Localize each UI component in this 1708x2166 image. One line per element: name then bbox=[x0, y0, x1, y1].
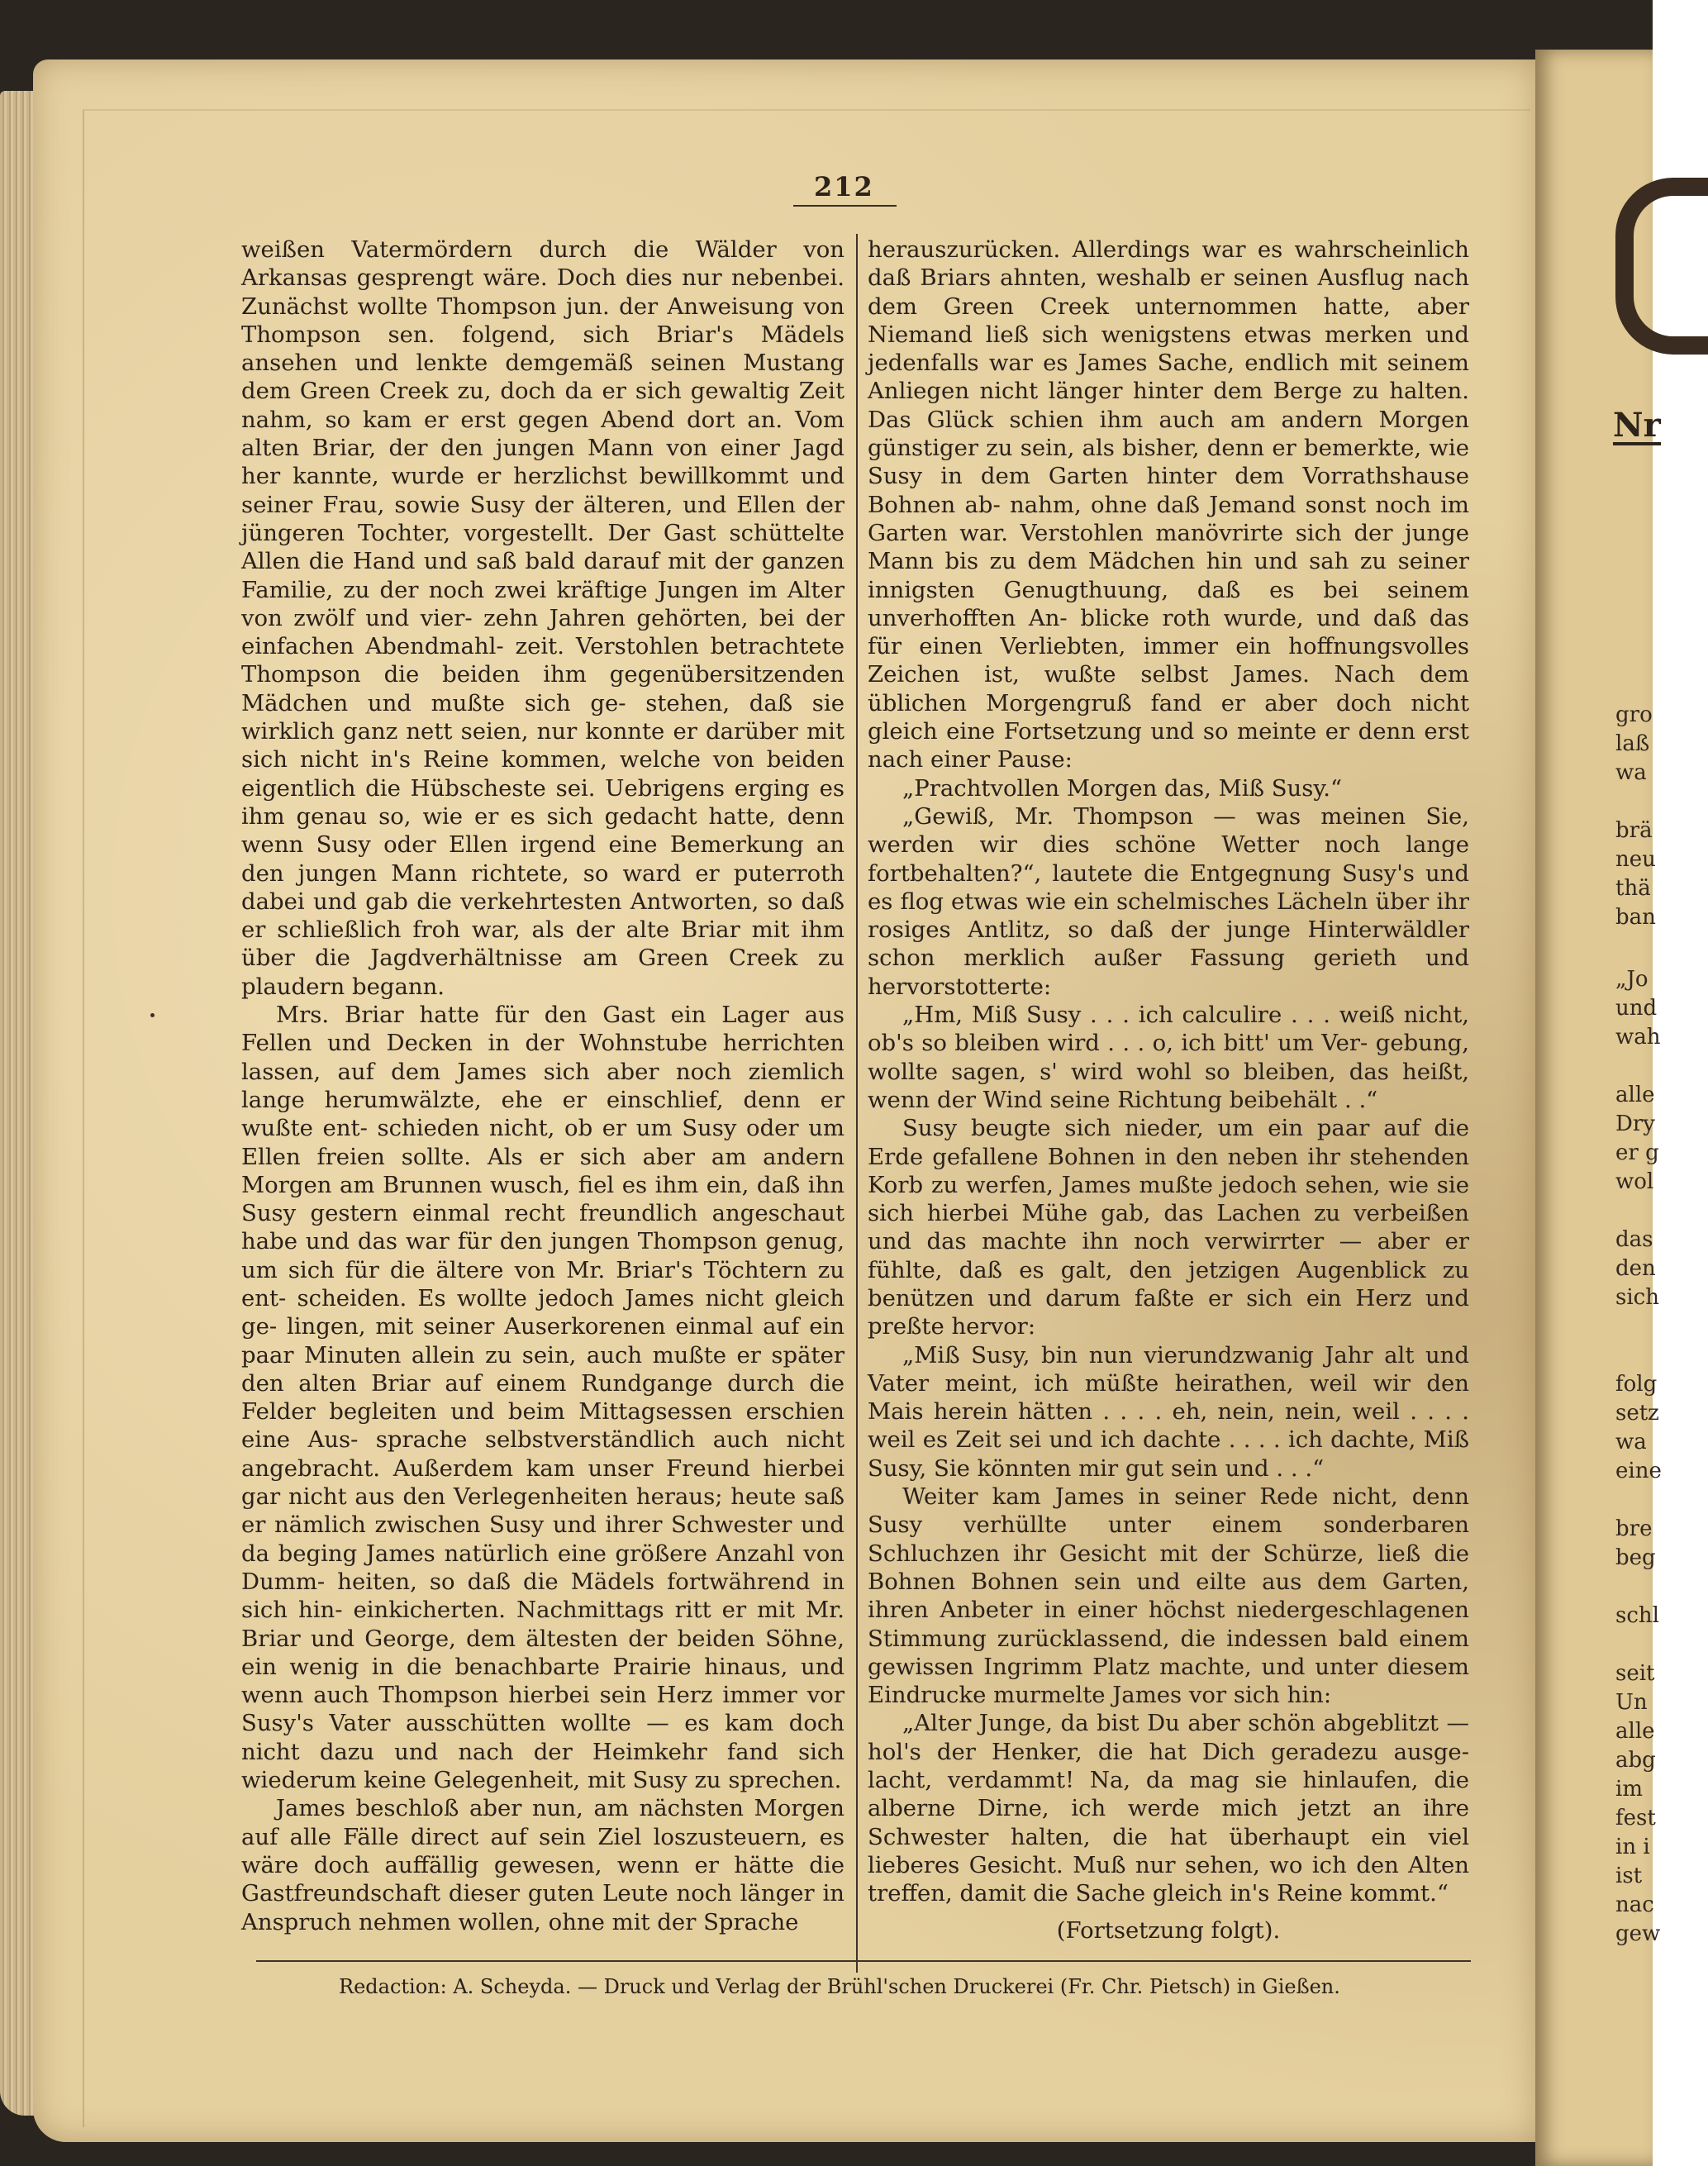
next-page-text-fragment: er g bbox=[1615, 1140, 1659, 1165]
imprint-line: Redaction: A. Scheyda. — Druck und Verlag der Brühl'schen Druckerei (Fr. Chr. Pietsch) in Gießen. bbox=[339, 1975, 1340, 1998]
next-page-text-fragment: alle bbox=[1615, 1083, 1655, 1107]
continuation-note: (Fortsetzung folgt). bbox=[1056, 1916, 1281, 1944]
next-page-text-fragment: eine bbox=[1615, 1459, 1662, 1483]
text-column-left bbox=[241, 236, 844, 1936]
next-page-large-initial bbox=[1615, 178, 1708, 355]
next-page-text-fragment: schl bbox=[1615, 1603, 1659, 1628]
footer-rule bbox=[256, 1960, 1471, 1962]
next-page-text-fragment: gro bbox=[1615, 702, 1653, 727]
paragraph: Weiter kam James in seiner Rede nicht, denn Susy verhüllte unter einem sonderbaren Schluchzen ihr Gesicht mit der Schürze, ließ die Bohnen Bohnen sein und eilte aus dem Garten, ihren Anbeter in einer höchst niedergeschlagenen Stimmung zurücklassend, die indessen bald einem gewissen Ingrimm Platz machte, und unter diesem Eindrucke murmelte James vor sich hin: bbox=[868, 1483, 1469, 1709]
column-divider bbox=[856, 234, 858, 1973]
page-number-rule bbox=[793, 205, 897, 207]
next-page-text-fragment: das bbox=[1615, 1227, 1653, 1252]
next-page-text-fragment: bre bbox=[1615, 1516, 1653, 1541]
page-number: 212 bbox=[814, 171, 874, 202]
paragraph: „Prachtvollen Morgen das, Miß Susy.“ bbox=[902, 774, 1343, 802]
next-page-text-fragment: gew bbox=[1615, 1921, 1661, 1946]
paragraph: Mrs. Briar hatte für den Gast ein Lager aus Fellen und Decken in der Wohnstube herrichten lassen, auf dem James sich aber noch ziemlich lange herumwälzte, ehe er einschlief, denn er wußte ent- schieden nicht, ob er um Susy oder um Ellen freien sollte. Als er sich aber am andern Morgen am Brunnen wusch, fiel es ihm ein, daß ihn Susy gestern einmal recht freundlich angeschaut habe und das war für den jungen Thompson genug, um sich für die ältere von Mr. Briar's Töchtern zu ent- scheiden. Es wollte jedoch James nicht gleich ge- lingen, mit seiner Auserkorenen einmal auf ein paar Minuten allein zu sein, auch mußte er später den alten Briar auf einem Rundgange durch die Felder begleiten und beim Mittagsessen erschien eine Aus- sprache selbstverständlich auch nicht angebracht. Außerdem kam unser Freund hierbei gar nicht aus den Verlegenheiten heraus; heute saß er nämlich zwischen Susy und ihrer Schwester und da beging James natürlich eine größere Anzahl von Dumm- heiten, so daß die Mädels fortwährend in sich hin- einkicherten. Nachmittags ritt er mit Mr. Briar und George, dem ältesten der beiden Söhne, ein wenig in die benachbarte Prairie hinaus, und wenn auch Thompson hierbei sein Herz immer vor Susy's Vater ausschütten wollte — es kam doch nicht dazu und nach der Heimkehr fand sich wiederum keine Gelegenheit, mit Susy zu sprechen. bbox=[241, 1002, 844, 1794]
paragraph: herauszurücken. Allerdings war es wahrscheinlich daß Briars ahnten, weshalb er seinen Ausflug nach dem Green Creek unternommen hatte, aber Niemand ließ sich wenigstens etwas merken und jedenfalls war es James Sache, endlich mit seinem Anliegen nicht länger hinter dem Berge zu halten. Das Glück schien ihm auch am andern Morgen günstiger zu sein, als bisher, denn er bemerkte, wie Susy in dem Garten hinter dem Vorrathshause Bohnen ab- nahm, ohne daß Jemand sonst noch im Garten war. Verstohlen manövrirte sich der junge Mann bis zu dem Mädchen hin und sah zu seiner innigsten Genugthuung, daß es bei seinem unverhofften An- blicke roth wurde, und daß das für einen Verliebten, immer ein hoffnungsvolles Zeichen ist, wußte selbst James. Nach dem üblichen Morgengruß fand er aber doch nicht gleich eine Fortsetzung und so meinte er denn erst nach einer Pause: bbox=[868, 236, 1469, 774]
next-page-text-fragment: Dry bbox=[1615, 1112, 1655, 1136]
next-page-text-fragment: laß bbox=[1615, 731, 1650, 756]
next-page-text-fragment: im bbox=[1615, 1777, 1643, 1802]
next-page-text-fragment: Un bbox=[1615, 1690, 1648, 1715]
next-page-text-fragment: seit bbox=[1615, 1661, 1655, 1686]
next-page-text-fragment: brä bbox=[1615, 818, 1653, 843]
paragraph: „Hm, Miß Susy . . . ich calculire . . . weiß nicht, ob's so bleiben wird . . . o, ich bitt' um Ver- gebung, wollte sagen, s' wird wohl so bleiben, das heißt, wenn der Wind seine Richtung beibehält . .“ bbox=[868, 1002, 1469, 1113]
next-page-text-fragment: nac bbox=[1615, 1892, 1654, 1917]
next-page-text-fragment: ban bbox=[1615, 905, 1656, 930]
next-page-text-fragment: alle bbox=[1615, 1719, 1655, 1744]
paragraph: Susy beugte sich nieder, um ein paar auf die Erde gefallene Bohnen in den neben ihr stehenden Korb zu werfen, James mußte jedoch sehen, wie sie sich hierbei Mühe gab, das Lachen zu verbeißen und das machte ihn noch verwirrter — aber er fühlte, daß es galt, den jetzigen Augenblick zu benützen und darum faßte er sich ein Herz und preßte hervor: bbox=[868, 1115, 1469, 1340]
next-page-heading: Nr bbox=[1613, 406, 1661, 445]
next-page-text-fragment: fest bbox=[1615, 1806, 1656, 1830]
next-page-text-fragment: wa bbox=[1615, 760, 1647, 785]
next-page-text-fragment: neu bbox=[1615, 847, 1656, 872]
next-page-text-fragment: den bbox=[1615, 1256, 1656, 1281]
paragraph: weißen Vatermördern durch die Wälder von Arkansas gesprengt wäre. Doch dies nur nebenbei. Zunächst wollte Thompson jun. der Anweisung von Thompson sen. folgend, sich Briar's Mädels ansehen und lenkte demgemäß seinen Mustang dem Green Creek zu, doch da er sich gewaltig Zeit nahm, so kam er erst gegen Abend dort an. Vom alten Briar, der den jungen Mann von einer Jagd her kannte, wurde er herzlichst bewillkommt und seiner Frau, sowie Susy der älteren, und Ellen der jüngeren Tochter, vorgestellt. Der Gast schüttelte Allen die Hand und saß bald darauf mit der ganzen Familie, zu der noch zwei kräftige Jungen im Alter von zwölf und vier- zehn Jahren gehörten, bei der einfachen Abendmahl- zeit. Verstohlen betrachtete Thompson die beiden ihm gegenübersitzenden Mädchen und mußte sich ge- stehen, daß sie wirklich ganz nett seien, nur konnte er darüber mit sich nicht in's Reine kommen, welche von beiden eigentlich die Hübscheste sei. Uebrigens erging es ihm genau so, wie er es sich gedacht hatte, denn wenn Susy oder Ellen irgend eine Bemerkung an den jungen Mann richtete, so ward er puterroth dabei und gab die verkehrtesten Antworten, so daß er schließlich froh war, als der alte Briar mit ihm über die Jagdverhältnisse am Green Creek zu plaudern begann. bbox=[241, 236, 844, 1000]
next-page-text-fragment: folg bbox=[1615, 1372, 1658, 1397]
paragraph: „Gewiß, Mr. Thompson — was meinen Sie, werden wir dies schöne Wetter noch lange fortbehalten?“, lautete die Entgegnung Susy's und es flog etwas wie ein schelmisches Lächeln über ihr rosiges Antlitz, so daß der junge Hinterwäldler schon merklich außer Fassung gerieth und hervorstotterte: bbox=[868, 802, 1469, 1000]
next-page-text-fragment: in i bbox=[1615, 1835, 1650, 1859]
next-page-text-fragment: setz bbox=[1615, 1401, 1659, 1426]
next-page-text-fragment: „Jo bbox=[1615, 967, 1649, 992]
next-page-text-fragment: sich bbox=[1615, 1285, 1659, 1310]
next-page-text-fragment: wol bbox=[1615, 1169, 1654, 1194]
paragraph: „Alter Junge, da bist Du aber schön abgeblitzt — hol's der Henker, die hat Dich geradezu ausge- lacht, verdammt! Na, da mag sie hinlaufen, die alberne Dirne, ich werde mich jetzt an ihre Schwester halten, die hat überhaupt ein viel lieberes Gesicht. Muß nur sehen, wo ich den Alten treffen, damit die Sache gleich in's Reine kommt.“ bbox=[868, 1710, 1469, 1907]
next-page-text-fragment: und bbox=[1615, 996, 1658, 1021]
paragraph: James beschloß aber nun, am nächsten Morgen auf alle Fälle direct auf sein Ziel loszusteuern, es wäre doch auffällig gewesen, wenn er hätte die Gastfreundschaft dieser guten Leute noch länger in Anspruch nehmen wollen, ohne mit der Sprache bbox=[241, 1795, 844, 1935]
next-page-text-fragment: ist bbox=[1615, 1864, 1643, 1888]
next-page-text-fragment: abg bbox=[1615, 1748, 1656, 1773]
margin-mark bbox=[150, 1013, 155, 1017]
next-page-text-fragment: thä bbox=[1615, 876, 1651, 901]
next-page-text-fragment: wah bbox=[1615, 1025, 1661, 1050]
text-column-right bbox=[868, 236, 1469, 1945]
next-page-text-fragment: wa bbox=[1615, 1430, 1647, 1454]
next-page-text-fragment: beg bbox=[1615, 1545, 1656, 1570]
paragraph: „Miß Susy, bin nun vierundzwanig Jahr alt und Vater meint, ich müßte heirathen, weil wir den Mais herein hätten . . . . eh, nein, nein, weil . . . . weil es Zeit sei und ich dachte . . . . ich dachte, Miß Susy, Sie könnten mir gut sein und . . .“ bbox=[868, 1341, 1469, 1482]
